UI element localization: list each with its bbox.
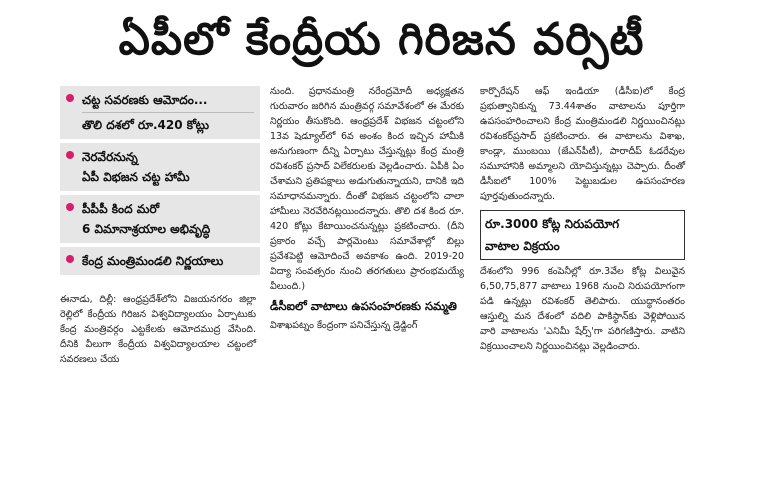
article-paragraph: దేశంలోని 996 కంపెనీల్లో రూ.3వేల కోట్ల విలువైన 6,50,75,877 వాటాలు 1968 నుంచి నిరుపయోగంగా పడి ఉన్నట్లు రవిశంకర్ తెలిపారు. యుద్ధానంతరం ఆస్తుల్ని మన దేశంలో వదిలి పాకిస్థాన్‌కు వెళ్లిపోయిన వారి వాటాలను 'ఎనిమీ షేర్స్'గా పరిగణిస్తారు. వాటిని విక్రయించాలని నిర్ణయించినట్లు వెల్లడించారు.	[480, 266, 685, 352]
highlights-box	[60, 86, 260, 286]
article-column-2	[270, 84, 464, 333]
highlight-item	[60, 143, 260, 191]
bullet-icon	[66, 203, 74, 211]
highlight-item	[60, 195, 260, 243]
highlight-item	[60, 247, 260, 275]
highlight-line: చట్ట సవరణకు ఆమోదం...	[82, 93, 208, 107]
boxed-subheading	[480, 210, 685, 260]
boxed-subheading-line: రూ.3000 కోట్ల నిరుపయోగ	[485, 217, 620, 231]
highlight-line: 6 విమానాశ్రయాల అభివృద్ధి	[82, 222, 211, 236]
highlight-line: నెరవేరనున్న	[82, 150, 138, 164]
article-paragraph: విశాఖపట్నం కేంద్రంగా పనిచేస్తున్న డ్రెడ్జింగ్	[270, 320, 418, 331]
highlight-line: కేంద్ర మంత్రిమండలి నిర్ణయాలు	[82, 254, 224, 268]
bullet-icon	[66, 255, 74, 263]
article-paragraph: ఈనాడు, దిల్లీ: ఆంధ్రప్రదేశ్‌లోని విజయనగరం జిల్లా రెల్లిలో కేంద్రీయ గిరిజన విశ్వవిద్యాలయం ఏర్పాటుకు కేంద్ర మంత్రివర్గం ఎట్టకేలకు ఆమోదముద్ర వేసింది. దీనికి వీలుగా కేంద్రీయ విశ్వవిద్యాలయాల చట్టంలో సవరణలు చేయ	[60, 294, 256, 365]
headline: ఏపీలో కేంద్రీయ గిరిజన వర్సిటీ	[118, 14, 645, 65]
highlight-line: ఏపీ విభజన చట్ట హామీ	[82, 170, 190, 184]
bullet-icon	[66, 94, 74, 102]
article-column-1	[60, 292, 256, 367]
highlight-item	[60, 86, 260, 139]
article-paragraph: నుంది. ప్రధానమంత్రి నరేంద్రమోదీ అధ్యక్షతన గురువారం జరిగిన మంత్రివర్గ సమావేశంలో ఈ మేరకు నిర్ణయం తీసుకొంది. ఆంధ్రప్రదేశ్ విభజన చట్టంలోని 13వ షెడ్యూల్‌లో 6వ అంశం కింద ఇచ్చిన హామీకి అనుగుణంగా దీన్ని ఏర్పాటు చేస్తున్నట్లు కేంద్ర మంత్రి రవిశంకర్ ప్రసాద్ విలేకరులకు వెల్లడించారు. ఏపీకి ఏం చేశామని ప్రతిపక్షాలు అడుగుతున్నాయని, దానికి ఇది సమాధానమన్నారు. దీంతో విభజన చట్టంలోని చాలా హామీలు నెరవేరినట్లయిందన్నారు. తొలి దశ కింద రూ. 420 కోట్లు కేటాయించనున్నట్లు ప్రకటించారు. (దీని ప్రకారం వచ్చే పార్లమెంటు సమావేశాల్లో బిల్లు ప్రవేశపెట్టి ఆమోదించే అవకాశం ఉంది. 2019-20 విద్యా సంవత్సరం నుంచి తరగతులు ప్రారంభమయ్యే వీలుంది.)	[270, 86, 464, 292]
boxed-subheading-line: వాటాల విక్రయం	[485, 239, 560, 253]
article-paragraph: కార్పొరేషన్ ఆఫ్ ఇండియా (డీసీఐ)లో కేంద్ర ప్రభుత్వానికున్న 73.44శాతం వాటాలను పూర్తిగా ఉపసంహరించాలని కేంద్ర మంత్రిమండలి నిర్ణయించినట్లు రవిశంకర్‌ప్రసాద్ ప్రకటించారు. ఈ వాటాలను విశాఖ, కాండ్లా, ముంబయి (జేఎన్‌పీటీ), పారాదీప్ ఓడరేవుల సమూహానికి అమ్మాలని యోచిస్తున్నట్లు చెప్పారు. దీంతో డీసీఐలో 100% పెట్టుబడుల ఉపసంహరణ పూర్తవుతుందన్నారు.	[480, 86, 685, 202]
section-subheading: డీసీఐలో వాటాలు ఉపసంహరణకు సమ్మతి	[270, 299, 457, 313]
highlight-line: పీపీపీ కింద మరో	[82, 202, 160, 216]
article-column-3	[480, 84, 685, 354]
highlight-line: తొలి దశలో రూ.420 కోట్లు	[82, 112, 254, 135]
bullet-icon	[66, 151, 74, 159]
